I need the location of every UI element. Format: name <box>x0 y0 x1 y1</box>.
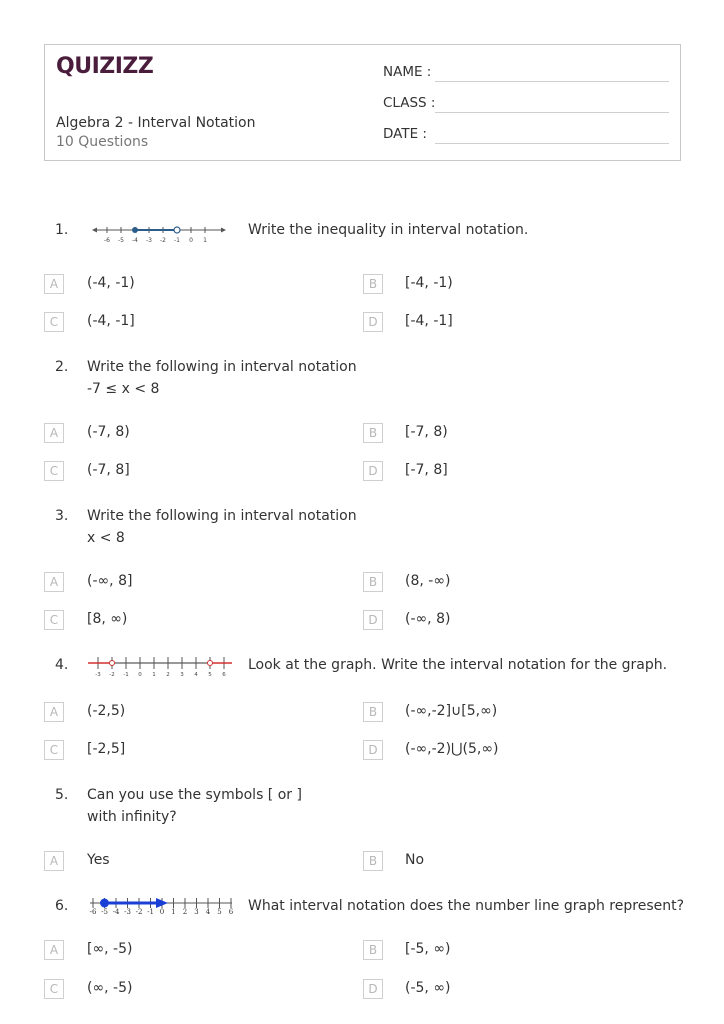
tick-label: -1 <box>174 237 180 244</box>
option-letter[interactable]: D <box>363 312 383 332</box>
number-line-graph <box>92 221 228 245</box>
worksheet-title: Algebra 2 - Interval Notation <box>56 115 256 131</box>
tick-label: 5 <box>208 672 212 678</box>
tick-label: 1 <box>203 237 207 244</box>
option-letter[interactable]: B <box>363 572 383 592</box>
option-text[interactable]: [-2,5] <box>87 741 126 757</box>
option-text[interactable]: [-4, -1] <box>405 313 453 329</box>
option-letter[interactable]: C <box>44 312 64 332</box>
tick-label: -3 <box>95 672 101 678</box>
option-text[interactable]: (8, -∞) <box>405 573 451 589</box>
option-text[interactable]: (-2,5) <box>87 703 126 719</box>
class-line[interactable] <box>435 112 669 113</box>
tick-label: -5 <box>118 237 124 244</box>
quizizz-logo: QUIZIZZ <box>56 54 154 79</box>
tick-label: 3 <box>194 908 199 916</box>
option-letter[interactable]: B <box>363 423 383 443</box>
option-letter[interactable]: D <box>363 740 383 760</box>
tick-label: -1 <box>123 672 129 678</box>
option-letter[interactable]: C <box>44 740 64 760</box>
tick-label: -3 <box>146 237 152 244</box>
tick-label: 6 <box>228 908 234 916</box>
tick-label: 2 <box>166 672 170 678</box>
option-text[interactable]: No <box>405 852 425 868</box>
tick-label: 4 <box>205 908 211 916</box>
name-line[interactable] <box>435 81 669 82</box>
question-number: 5. <box>55 787 69 803</box>
question-text: Write the following in interval notation <box>87 508 357 524</box>
option-letter[interactable]: A <box>44 851 64 871</box>
option-letter[interactable]: A <box>44 423 64 443</box>
tick-label: -2 <box>109 672 115 678</box>
tick-label: 0 <box>159 908 165 916</box>
option-letter[interactable]: D <box>363 461 383 481</box>
tick-label: 1 <box>171 908 176 916</box>
option-letter[interactable]: B <box>363 274 383 294</box>
question-text: Write the following in interval notation <box>87 359 357 375</box>
tick-label: 1 <box>152 672 156 678</box>
tick-label: -4 <box>112 908 120 916</box>
option-letter[interactable]: B <box>363 851 383 871</box>
option-letter[interactable]: D <box>363 610 383 630</box>
tick-label: 4 <box>194 672 198 678</box>
option-text[interactable]: (-5, ∞) <box>405 980 451 996</box>
option-text[interactable]: [∞, -5) <box>87 941 133 957</box>
tick-label: -2 <box>160 237 166 244</box>
tick-label: 0 <box>138 672 142 678</box>
question-text: with infinity? <box>87 809 177 825</box>
option-letter[interactable]: A <box>44 572 64 592</box>
tick-label: 5 <box>217 908 222 916</box>
question-text: -7 ≤ x < 8 <box>87 381 160 397</box>
question-number: 1. <box>55 222 69 238</box>
option-letter[interactable]: C <box>44 979 64 999</box>
class-label: CLASS : <box>383 95 436 111</box>
number-line-graph <box>88 655 232 679</box>
option-text[interactable]: [8, ∞) <box>87 611 128 627</box>
option-text[interactable]: (-4, -1] <box>87 313 135 329</box>
tick-label: -5 <box>101 908 108 916</box>
question-number: 3. <box>55 508 69 524</box>
tick-label: 3 <box>180 672 184 678</box>
option-text[interactable]: (-∞,-2)⋃(5,∞) <box>405 741 499 757</box>
question-text: What interval notation does the number line graph represent? <box>248 898 685 914</box>
option-letter[interactable]: C <box>44 610 64 630</box>
option-text[interactable]: [-7, 8] <box>405 462 448 478</box>
option-text[interactable]: (-∞, 8] <box>87 573 133 589</box>
option-letter[interactable]: A <box>44 274 64 294</box>
date-label: DATE : <box>383 126 427 142</box>
tick-label: 6 <box>222 672 226 678</box>
option-text[interactable]: (-∞,-2]∪[5,∞) <box>405 703 498 719</box>
worksheet-header <box>44 44 681 161</box>
option-letter[interactable]: A <box>44 702 64 722</box>
option-text[interactable]: (∞, -5) <box>87 980 133 996</box>
option-text[interactable]: (-4, -1) <box>87 275 135 291</box>
question-number: 4. <box>55 657 69 673</box>
option-text[interactable]: (-7, 8) <box>87 424 130 440</box>
option-letter[interactable]: B <box>363 940 383 960</box>
question-count: 10 Questions <box>56 134 149 150</box>
tick-label: 0 <box>189 237 193 244</box>
option-text[interactable]: (-∞, 8) <box>405 611 451 627</box>
tick-label: -2 <box>135 908 143 916</box>
option-letter[interactable]: C <box>44 461 64 481</box>
option-letter[interactable]: D <box>363 979 383 999</box>
option-letter[interactable]: A <box>44 940 64 960</box>
option-text[interactable]: [-5, ∞) <box>405 941 451 957</box>
tick-label: -6 <box>104 237 110 244</box>
option-letter[interactable]: B <box>363 702 383 722</box>
question-number: 6. <box>55 898 69 914</box>
tick-label: -3 <box>124 908 131 916</box>
question-text: Look at the graph. Write the interval notation for the graph. <box>248 657 668 673</box>
number-line-graph <box>88 895 234 917</box>
question-number: 2. <box>55 359 69 375</box>
question-text: x < 8 <box>87 530 125 546</box>
question-text: Write the inequality in interval notation. <box>248 222 529 238</box>
question-text: Can you use the symbols [ or ] <box>87 787 302 803</box>
tick-label: -4 <box>132 237 138 244</box>
tick-label: -1 <box>147 908 154 916</box>
name-label: NAME : <box>383 64 432 80</box>
option-text[interactable]: [-7, 8) <box>405 424 448 440</box>
date-line[interactable] <box>435 143 669 144</box>
option-text[interactable]: Yes <box>87 852 110 868</box>
option-text[interactable]: [-4, -1) <box>405 275 453 291</box>
option-text[interactable]: (-7, 8] <box>87 462 130 478</box>
tick-label: -6 <box>89 908 97 916</box>
tick-label: 2 <box>182 908 188 916</box>
